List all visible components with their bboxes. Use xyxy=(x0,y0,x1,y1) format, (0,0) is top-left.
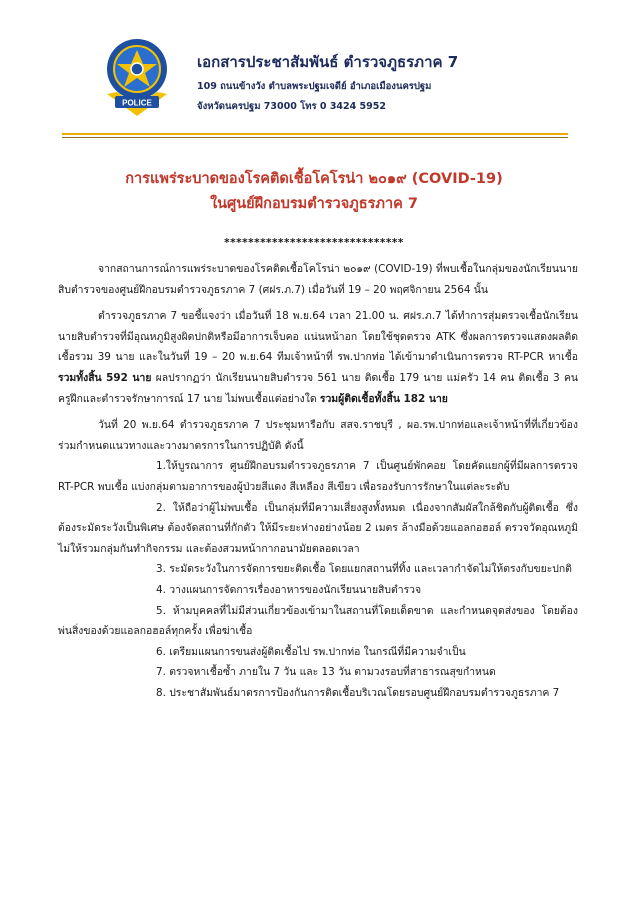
findings-text-a: ตำรวจภูธรภาค 7 ขอชี้แจงว่า เมื่อวันที่ 18 พ.ย.64 เวลา 21.00 น. ศฝร.ภ.7 ได้ทำการสุ่มตรวจเชื้อนักเรียนนายสิบตำรวจที่มีอุณหภูมิสูงผิดปกติหรือมีอาการเจ็บคอ แน่นหน้าอก โดยใช้ชุดตรวจ ATK ซึ่งผลการตรวจแสดงผลติดเชื้อรวม 39 นาย และในวันที่ 19 – 20 พ.ย.64 ทีมเจ้าหน้าที่ รพ.ปากท่อ ได้เข้ามาดำเนินการตรวจ RT-PCR หาเชื้อ xyxy=(58,310,578,364)
document-body xyxy=(58,259,578,703)
document-title: การแพร่ระบาดของโรคติดเชื้อโคโรน่า ๒๐๑๙ (COVID-19) xyxy=(125,171,503,187)
header-divider-thin xyxy=(62,137,568,138)
svg-text:POLICE: POLICE xyxy=(122,98,152,108)
measure-item-6: 6. เตรียมแผนการขนส่งผู้ติดเชื้อไป รพ.ปากท่อ ในกรณีที่มีความจำเป็น xyxy=(156,645,466,658)
intro-paragraph: จากสถานการณ์การแพร่ระบาดของโรคติดเชื้อโคโรน่า ๒๐๑๙ (COVID-19) ที่พบเชื้อในกลุ่มของนักเรียนนายสิบตำรวจของศูนย์ฝึกอบรมตำรวจภูธรภาค 7 (ศฝร.ภ.7) เมื่อวันที่ 19 – 20 พฤศจิกายน 2564 นั้น xyxy=(58,263,578,296)
address-line-2: จังหวัดนครปฐม 73000 โทร 0 3424 5952 xyxy=(197,101,387,112)
findings-text-c: ผลปรากฏว่า นักเรียนนายสิบตำรวจ 561 นาย ติดเชื้อ 179 นาย แม่ครัว 14 คน ติดเชื้อ 3 คน ครูฝึกและตำรวจรักษาการณ์ 17 นาย ไม่พบเชื้อแต่อย่างใด xyxy=(58,371,578,405)
total-tested: รวมทั้งสิ้น 592 นาย xyxy=(58,371,152,384)
measure-item-5: 5. ห้ามบุคคลที่ไม่มีส่วนเกี่ยวข้องเข้ามาในสถานที่โดยเด็ดขาด และกำหนดจุดส่งของ โดยต้องพ่นสิ่งของด้วยแอลกอฮอล์ทุกครั้ง เพื่อฆ่าเชื้อ xyxy=(58,604,578,638)
measure-item-7: 7. ตรวจหาเชื้อซ้ำ ภายใน 7 วัน และ 13 วัน ตามวงรอบที่สาธารณสุขกำหนด xyxy=(156,666,496,679)
police-badge-logo xyxy=(97,36,177,122)
measure-item-1: 1.ให้บูรณาการ ศูนย์ฝึกอบรมตำรวจภูธรภาค 7 เป็นศูนย์พักคอย โดยคัดแยกผู้ที่มีผลการตรวจ RT-PCR พบเชื้อ แบ่งกลุ่มตามอาการของผู้ป่วยสีแดง สีเหลือง สีเขียว เพื่อรองรับการรักษาในแต่ละระดับ xyxy=(58,460,578,493)
total-infected: รวมผู้ติดเชื้อทั้งสิ้น 182 นาย xyxy=(319,392,448,405)
measure-item-3: 3. ระมัดระวังในการจัดการขยะติดเชื้อ โดยแยกสถานที่ทิ้ง และเวลากำจัดไม่ให้ตรงกับขยะปกติ xyxy=(156,563,572,576)
measure-item-8: 8. ประชาสัมพันธ์มาตรการป้องกันการติดเชื้อบริเวณโดยรอบศูนย์ฝึกอบรมตำรวจภูธรภาค 7 xyxy=(156,686,560,699)
meeting-paragraph: วันที่ 20 พ.ย.64 ตำรวจภูธรภาค 7 ประชุมหารือกับ สสจ.ราชบุรี , ผอ.รพ.ปากท่อและเจ้าหน้าที่ที่เกี่ยวข้อง ร่วมกำหนดแนวทางและวางมาตรการในการปฏิบัติ ดังนี้ xyxy=(58,419,578,452)
document-subtitle: ในศูนย์ฝึกอบรมตำรวจภูธรภาค 7 xyxy=(210,196,418,212)
address-line-1: 109 ถนนข้างวัง ตำบลพระปฐมเจดีย์ อำเภอเมืองนครปฐม xyxy=(197,81,432,92)
measure-item-4: 4. วางแผนการจัดการเรื่องอาหารของนักเรียนนายสิบตำรวจ xyxy=(156,583,422,596)
findings-paragraph xyxy=(58,306,578,409)
measure-item-2: 2. ให้ถือว่าผู้ไม่พบเชื้อ เป็นกลุ่มที่มีความเสี่ยงสูงทั้งหมด เนื่องจากสัมผัสใกล้ชิดกับผู้ติดเชื้อ ซึ่งต้องระมัดระวังเป็นพิเศษ ต้องจัดสถานที่กักตัว ให้มีระยะห่างอย่างน้อย 2 เมตร ล้างมือด้วยแอลกอฮอล์ ตรวจวัดอุณหภูมิ ไม่ให้รวมกลุ่มกันทำกิจกรรม และต้องสวมหน้ากากอนามัยตลอดเวลา xyxy=(58,501,578,555)
organization-block xyxy=(197,50,458,114)
organization-name: เอกสารประชาสัมพันธ์ ตำรวจภูธรภาค 7 xyxy=(197,53,459,71)
header-divider xyxy=(62,133,568,135)
letterhead xyxy=(97,30,537,120)
separator-stars: ****************************** xyxy=(224,237,404,249)
